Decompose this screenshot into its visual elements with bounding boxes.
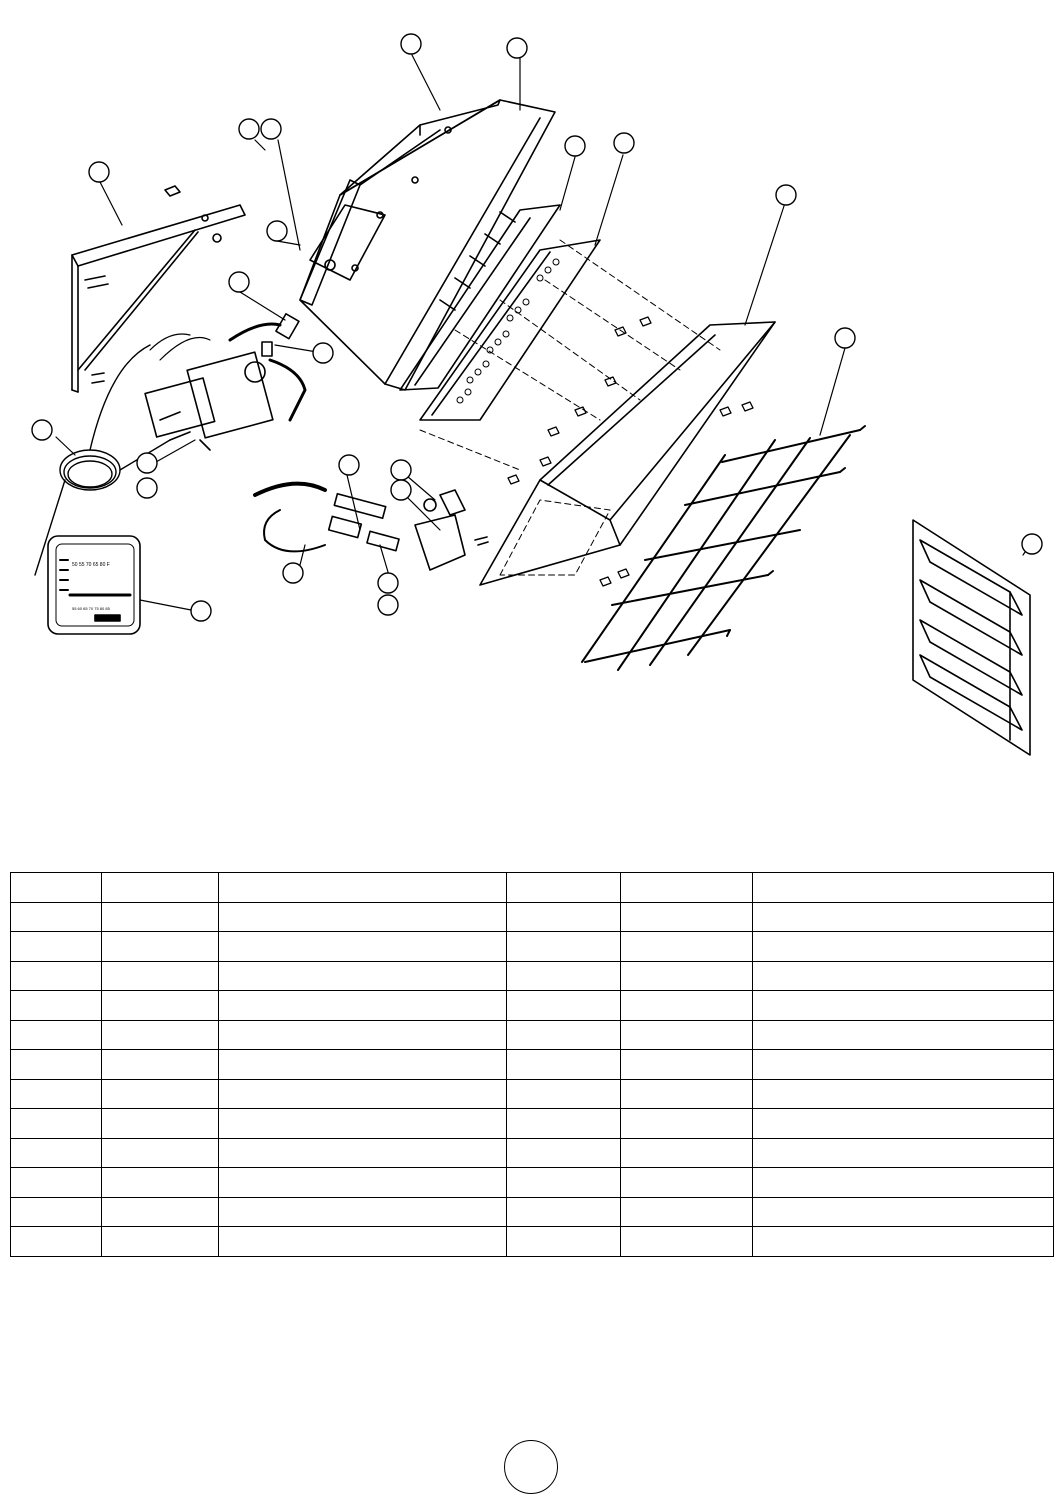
- table-cell: [507, 1079, 621, 1109]
- table-row: [11, 902, 1054, 932]
- burner-plate: [420, 240, 600, 420]
- table-cell: [507, 1109, 621, 1139]
- table-cell: [102, 1138, 219, 1168]
- callout-circle: [267, 221, 287, 241]
- table-cell: [621, 1227, 753, 1257]
- table-cell: [753, 991, 1054, 1021]
- table-cell: [621, 1109, 753, 1139]
- callout-circle: [378, 595, 398, 615]
- reflector: [480, 322, 775, 585]
- table-cell: [621, 1138, 753, 1168]
- table-cell: [507, 1020, 621, 1050]
- table-cell: [621, 1197, 753, 1227]
- table-cell: [507, 902, 621, 932]
- table-row: [11, 1227, 1054, 1257]
- table-cell: [753, 873, 1054, 903]
- page-number: [504, 1440, 558, 1494]
- callout-circle: [776, 185, 796, 205]
- table-cell: [219, 902, 507, 932]
- table-cell: [753, 902, 1054, 932]
- table-cell: [219, 932, 507, 962]
- table-cell: [219, 1227, 507, 1257]
- table-cell: [507, 1168, 621, 1198]
- table-cell: [11, 1168, 102, 1198]
- table-cell: [102, 932, 219, 962]
- table-cell: [102, 902, 219, 932]
- table-cell: [507, 1227, 621, 1257]
- table-cell: [621, 902, 753, 932]
- table-cell: [11, 932, 102, 962]
- table-cell: [219, 1138, 507, 1168]
- table-cell: [219, 1050, 507, 1080]
- table-row: [11, 1138, 1054, 1168]
- table-cell: [621, 1079, 753, 1109]
- table-cell: [507, 932, 621, 962]
- table-cell: [621, 1050, 753, 1080]
- callout-circle: [339, 455, 359, 475]
- table-row: [11, 1197, 1054, 1227]
- callout-circle: [1022, 534, 1042, 554]
- table-cell: [11, 1138, 102, 1168]
- callout-circle: [835, 328, 855, 348]
- callout-circle: [137, 478, 157, 498]
- callout-circle: [378, 573, 398, 593]
- table-cell: [621, 961, 753, 991]
- callout-circle: [283, 563, 303, 583]
- table-cell: [507, 873, 621, 903]
- thermostat: [48, 536, 140, 634]
- table-cell: [11, 1197, 102, 1227]
- table-cell: [621, 991, 753, 1021]
- table-cell: [102, 1168, 219, 1198]
- table-cell: [507, 1050, 621, 1080]
- table-cell: [753, 932, 1054, 962]
- table-cell: [219, 961, 507, 991]
- table-cell: [621, 873, 753, 903]
- table-cell: [11, 1079, 102, 1109]
- callout-circle: [391, 480, 411, 500]
- table-cell: [102, 1020, 219, 1050]
- table-cell: [753, 1079, 1054, 1109]
- table-row: [11, 1079, 1054, 1109]
- table-cell: [753, 1168, 1054, 1198]
- table-cell: [753, 1197, 1054, 1227]
- callout-circle: [137, 453, 157, 473]
- table-cell: [753, 1050, 1054, 1080]
- thermostat-scale-top: 50 55 70 65 80 F: [72, 562, 110, 568]
- table-cell: [11, 902, 102, 932]
- table-cell: [507, 991, 621, 1021]
- table-cell: [11, 961, 102, 991]
- table-cell: [621, 1168, 753, 1198]
- table-row: [11, 961, 1054, 991]
- callout-circle: [239, 119, 259, 139]
- table-cell: [11, 991, 102, 1021]
- pilot-burner: [255, 484, 488, 570]
- table-cell: [621, 932, 753, 962]
- table-cell: [11, 1227, 102, 1257]
- table-cell: [753, 1020, 1054, 1050]
- table-cell: [219, 1020, 507, 1050]
- table-cell: [11, 1020, 102, 1050]
- table-row: [11, 1020, 1054, 1050]
- table-cell: [102, 873, 219, 903]
- table-cell: [507, 1138, 621, 1168]
- callout-circle: [191, 601, 211, 621]
- burner-housing: [300, 100, 555, 390]
- table-cell: [102, 1079, 219, 1109]
- burner-tray: [400, 205, 560, 390]
- callout-circle: [229, 272, 249, 292]
- table-cell: [753, 1109, 1054, 1139]
- table-cell: [102, 1227, 219, 1257]
- callout-circle: [614, 133, 634, 153]
- wall-louver: [913, 520, 1030, 755]
- callout-circle: [401, 34, 421, 54]
- parts-list-table: [10, 872, 1054, 1257]
- wire-guard: [582, 426, 865, 670]
- table-cell: [753, 961, 1054, 991]
- callout-circle: [261, 119, 281, 139]
- table-cell: [219, 1079, 507, 1109]
- table-cell: [219, 1197, 507, 1227]
- thermostat-scale-bottom: 55 60 65 70 75 80 85: [72, 606, 110, 611]
- gas-valve: [145, 314, 305, 450]
- callout-circle: [313, 343, 333, 363]
- table-cell: [507, 1197, 621, 1227]
- callout-circle: [507, 38, 527, 58]
- table-cell: [219, 1109, 507, 1139]
- table-cell: [219, 873, 507, 903]
- table-cell: [102, 1197, 219, 1227]
- table-cell: [219, 991, 507, 1021]
- callout-leaders: [56, 55, 1030, 610]
- callout-circle: [32, 420, 52, 440]
- table-cell: [621, 1020, 753, 1050]
- callout-circle: [89, 162, 109, 182]
- table-row: [11, 1050, 1054, 1080]
- table-cell: [753, 1138, 1054, 1168]
- table-row: [11, 991, 1054, 1021]
- callout-circle: [391, 460, 411, 480]
- table-row: [11, 1109, 1054, 1139]
- callout-circle: [565, 136, 585, 156]
- table-cell: [507, 961, 621, 991]
- table-cell: [102, 1109, 219, 1139]
- table-cell: [102, 961, 219, 991]
- table-cell: [11, 1050, 102, 1080]
- table-cell: [11, 873, 102, 903]
- table-cell: [11, 1109, 102, 1139]
- table-cell: [219, 1168, 507, 1198]
- table-cell: [753, 1227, 1054, 1257]
- table-cell: [102, 1050, 219, 1080]
- table-row: [11, 873, 1054, 903]
- table-row: [11, 932, 1054, 962]
- table-row: [11, 1168, 1054, 1198]
- table-cell: [102, 991, 219, 1021]
